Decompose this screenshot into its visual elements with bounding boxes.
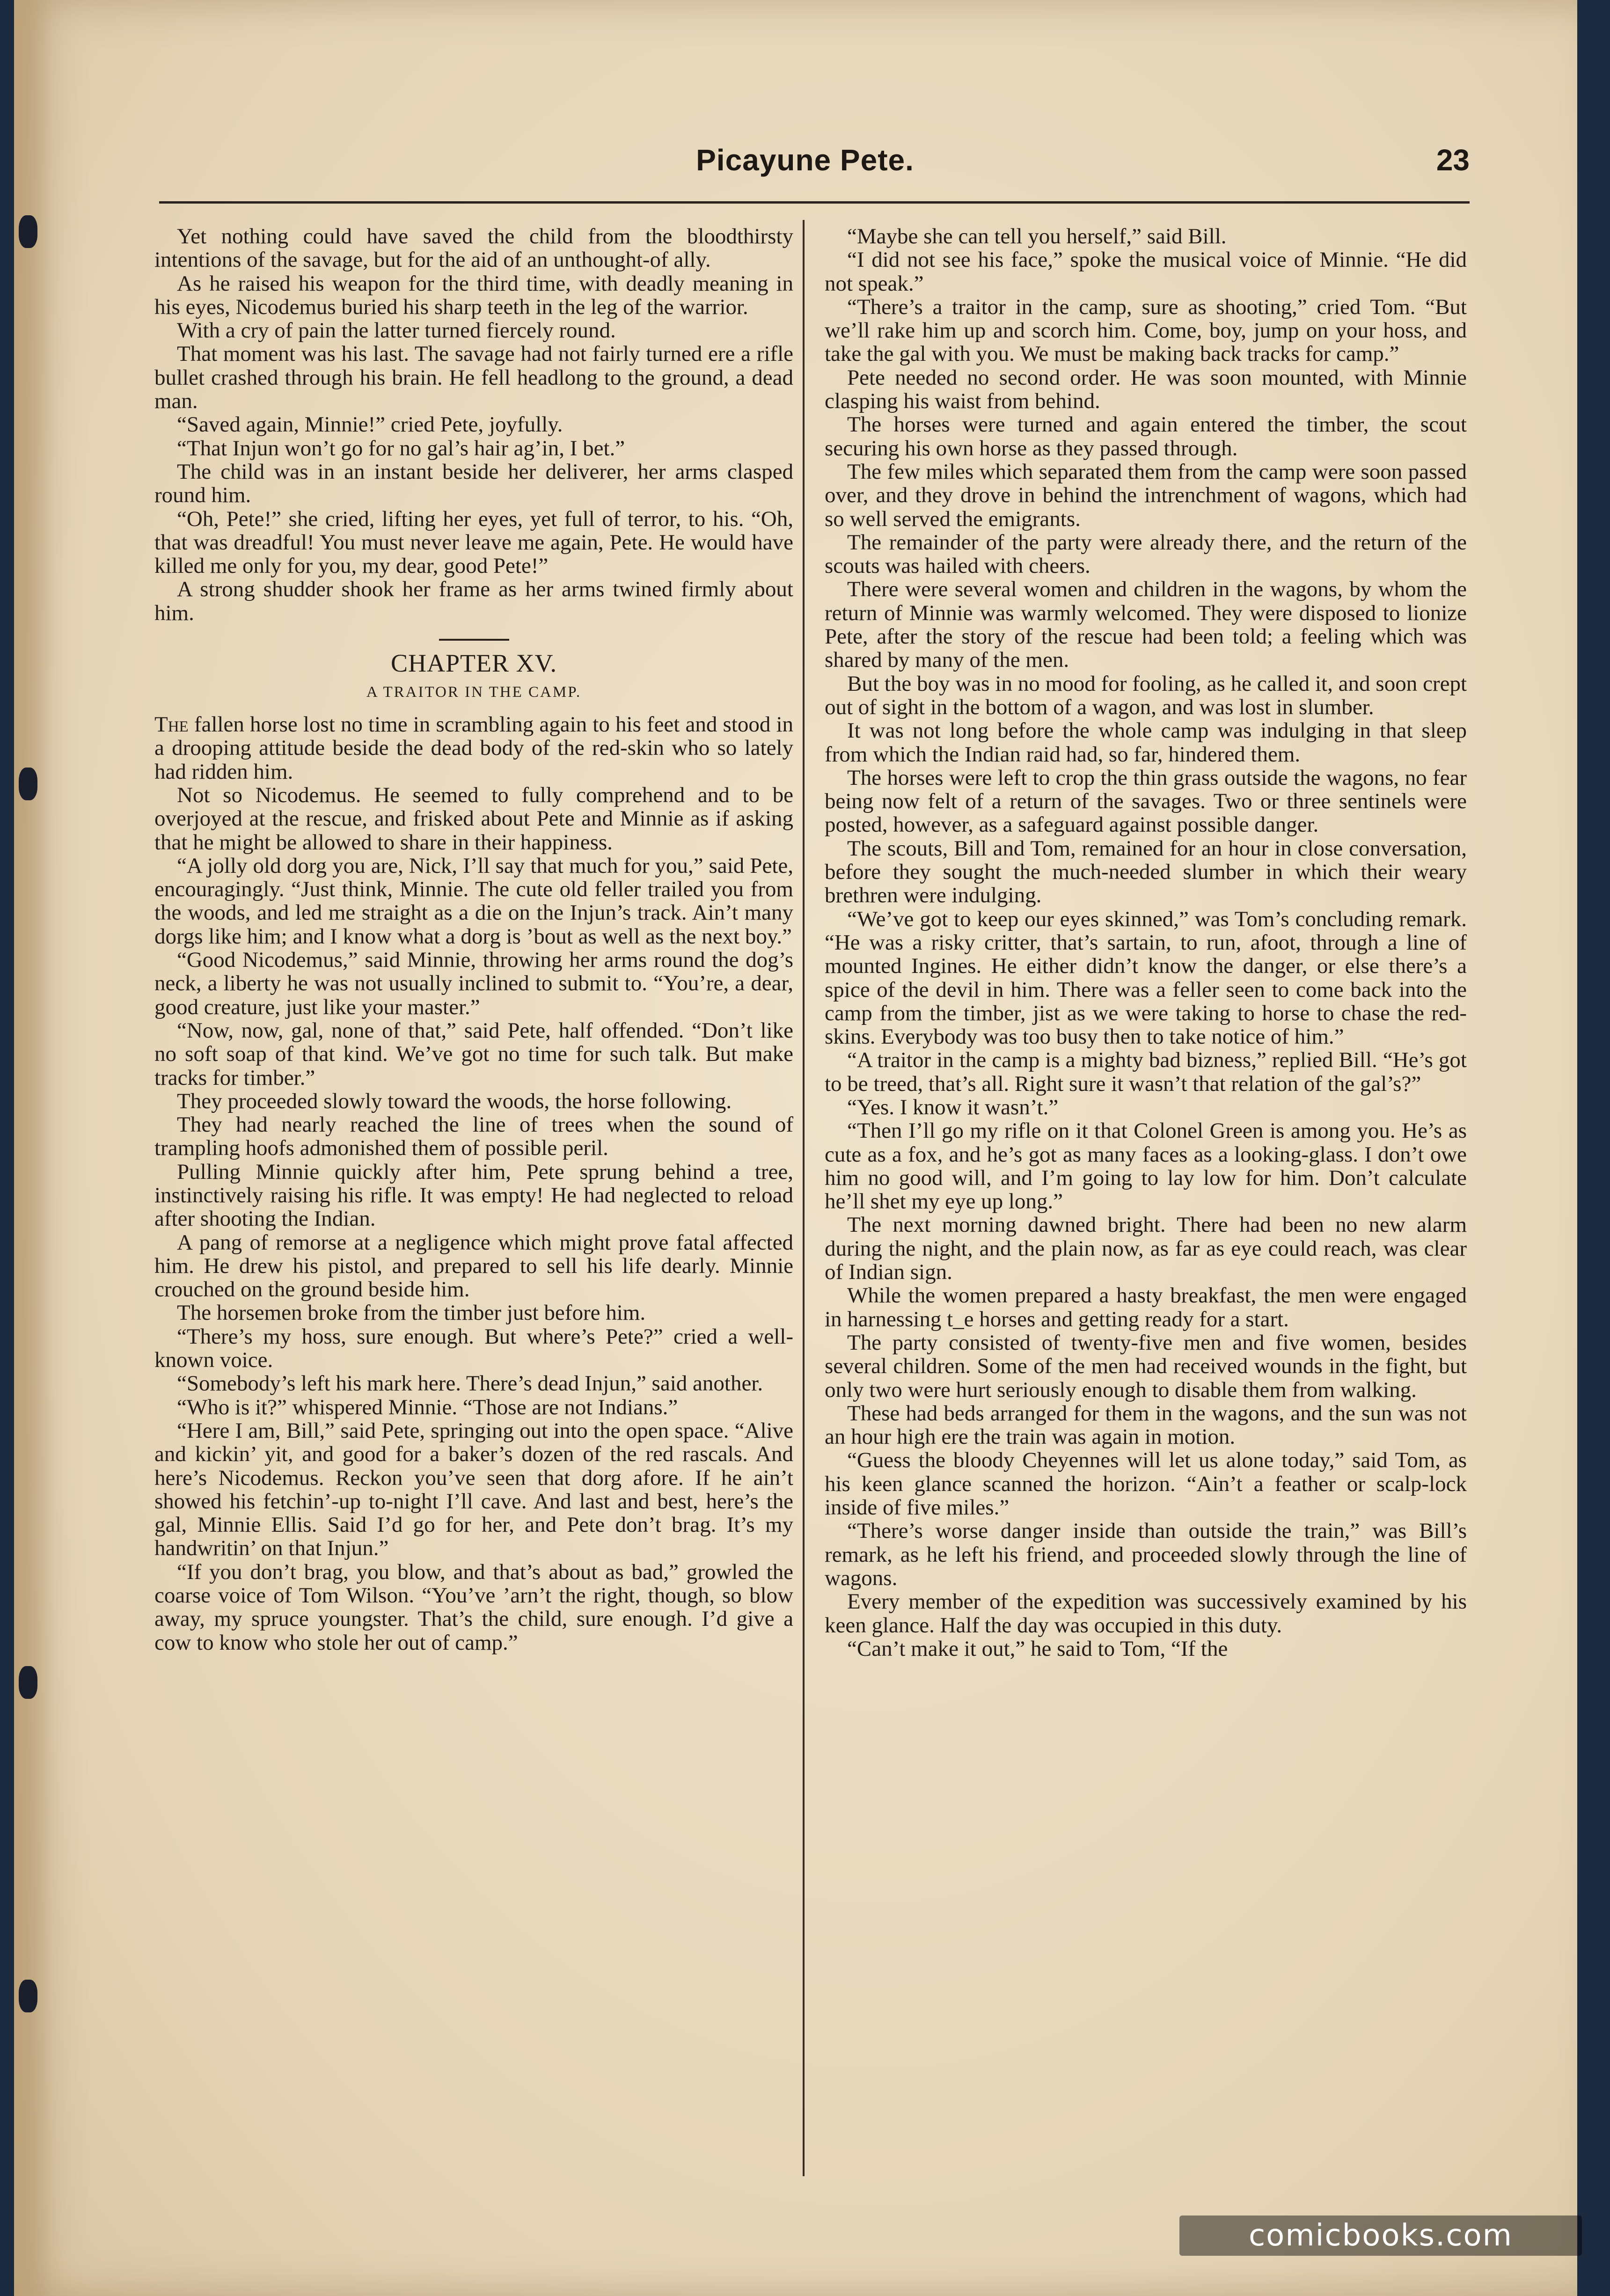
paragraph: “A jolly old dorg you are, Nick, I’ll say that much for you,” said Pete, encouragingly. “Just think, Minnie. The cute old feller trailed you from the woods, and led me straight as a die on the Injun’s track. Ain’t many dorgs like him; and I know what a dorg is ’bout as well as the next boy.”: [154, 853, 793, 949]
paragraph: They had nearly reached the line of trees when the sound of trampling hoofs admonished them of possible peril.: [154, 1112, 793, 1161]
binding-stitch: [19, 215, 37, 248]
paragraph: As he raised his weapon for the third time, with deadly meaning in his eyes, Nicodemus buried his sharp teeth in the leg of the warrior.: [154, 271, 793, 319]
left-column: [154, 225, 793, 2181]
paragraph: The few miles which separated them from the camp were soon passed over, and they drove in behind the intrenchment of wagons, which had so well served the emigrants.: [825, 459, 1467, 531]
page-number: 23: [1436, 143, 1470, 177]
page-header: [140, 140, 1470, 187]
paragraph: “Then I’ll go my rifle on it that Colonel Green is among you. He’s as cute as a fox, and he’s got as many faces as a looking-glass. I don’t owe him no good will, and I’m going to lay low for him. Don’t calculate he’ll shet my eye up long.”: [825, 1119, 1467, 1214]
paragraph: Every member of the expedition was successively examined by his keen glance. Half the day was occupied in this duty.: [825, 1589, 1467, 1638]
binding-gutter: [14, 0, 51, 2296]
paragraph: “There’s worse danger inside than outside the train,” was Bill’s remark, as he left his friend, and proceeded slowly through the line of wagons.: [825, 1519, 1467, 1590]
paragraph: The remainder of the party were already there, and the return of the scouts was hailed with cheers.: [825, 530, 1467, 578]
paragraph: A pang of remorse at a negligence which might prove fatal affected him. He drew his pistol, and prepared to sell his life dearly. Minnie crouched on the ground beside him.: [154, 1230, 793, 1302]
paragraph: It was not long before the whole camp was indulging in that sleep from which the Indian raid had, so far, hindered them.: [825, 718, 1467, 767]
header-rule: [159, 201, 1470, 204]
pre-chapter-text: [154, 225, 793, 625]
paragraph: “Somebody’s left his mark here. There’s dead Injun,” said another.: [177, 1371, 763, 1396]
chapter-text: [154, 783, 793, 1654]
paragraph: “A traitor in the camp is a mighty bad bizness,” replied Bill. “He’s got to be treed, that’s all. Right sure it wasn’t that relation of the gal’s?”: [825, 1048, 1467, 1096]
chapter-opening-paragraph: [154, 713, 793, 783]
chapter-heading: CHAPTER XV.: [390, 649, 557, 678]
chapter-first-word: The: [154, 712, 189, 737]
chapter-subtitle: A TRAITOR IN THE CAMP.: [366, 684, 582, 701]
paragraph: “Can’t make it out,” he said to Tom, “If the: [847, 1636, 1228, 1661]
paragraph: “Saved again, Minnie!” cried Pete, joyfully.: [177, 412, 563, 437]
paragraph: The child was in an instant beside her deliverer, her arms clasped round him.: [154, 459, 793, 508]
paragraph: A strong shudder shook her frame as her arms twined firmly about him.: [154, 577, 793, 625]
binding-stitch: [19, 1666, 37, 1699]
paragraph: “Yes. I know it wasn’t.”: [847, 1095, 1059, 1119]
paragraph: “Good Nicodemus,” said Minnie, throwing her arms round the dog’s neck, a liberty he was not usually inclined to submit to. “You’re, a dear, good creature, just like your master.”: [154, 948, 793, 1019]
paragraph: “I did not see his face,” spoke the musical voice of Minnie. “He did not speak.”: [825, 248, 1467, 296]
chapter-opening-text: fallen horse lost no time in scrambling again to his feet and stood in a drooping attitude beside the dead body of the red-skin who so lately had ridden him.: [154, 712, 793, 784]
paragraph: With a cry of pain the latter turned fiercely round.: [177, 318, 616, 343]
paragraph: Yet nothing could have saved the child from the bloodthirsty intentions of the savage, but for the aid of an unthought-of ally.: [154, 225, 793, 272]
paragraph: “Guess the bloody Cheyennes will let us alone today,” said Tom, as his keen glance scanned the horizon. “Ain’t a feather or scalp-lock inside of five miles.”: [825, 1448, 1467, 1520]
paragraph: That moment was his last. The savage had not fairly turned ere a rifle bullet crashed through his brain. He fell headlong to the ground, a dead man.: [154, 342, 793, 414]
paragraph: “Maybe she can tell you herself,” said Bill.: [847, 225, 1227, 249]
paragraph: The horses were left to crop the thin grass outside the wagons, no fear being now felt of a return of the savages. Two or three sentinels were posted, however, as a safeguard against possible danger.: [825, 765, 1467, 837]
paragraph: Pulling Minnie quickly after him, Pete sprung behind a tree, instinctively raising his rifle. It was empty! He had neglected to reload after shooting the Indian.: [154, 1159, 793, 1231]
paragraph: The horses were turned and again entered the timber, the scout securing his own horse as they passed through.: [825, 412, 1467, 461]
paragraph: The scouts, Bill and Tom, remained for an hour in close conversation, before they sought the much-needed slumber in which their weary brethren were indulging.: [825, 836, 1467, 908]
paragraph: They proceeded slowly toward the woods, the horse following.: [177, 1089, 732, 1113]
paragraph: “That Injun won’t go for no gal’s hair ag’in, I bet.”: [177, 436, 625, 461]
site-watermark: comicbooks.com: [1179, 2216, 1582, 2256]
paragraph: “There’s my hoss, sure enough. But where’s Pete?” cried a well-known voice.: [154, 1324, 793, 1373]
paragraph: These had beds arranged for them in the wagons, and the sun was not an hour high ere the train was again in motion.: [825, 1401, 1467, 1449]
right-column: [825, 225, 1467, 2181]
paragraph: There were several women and children in the wagons, by whom the return of Minnie was warmly welcomed. They were disposed to lionize Pete, after the story of the rescue had been told; a feeling which was shared by many of the men.: [825, 577, 1467, 673]
paragraph: But the boy was in no mood for fooling, as he called it, and soon crept out of sight in the bottom of a wagon, and was lost in slumber.: [825, 671, 1467, 719]
paragraph: “There’s a traitor in the camp, sure as shooting,” cried Tom. “But we’ll rake him up and scorch him. Come, boy, jump on your hoss, and take the gal with you. We must be making back tracks for camp.”: [825, 294, 1467, 366]
paragraph: Pete needed no second order. He was soon mounted, with Minnie clasping his waist from behind.: [825, 365, 1467, 414]
paragraph: “Who is it?” whispered Minnie. “Those are not Indians.”: [177, 1395, 678, 1419]
paragraph: While the women prepared a hasty breakfast, the men were engaged in harnessing t_e horses and getting ready for a start.: [825, 1283, 1467, 1331]
paragraph: “Here I am, Bill,” said Pete, springing out into the open space. “Alive and kickin’ yit, and good for a baker’s dozen of the red rascals. And here’s Nicodemus. Reckon you’ve seen that dorg afore. If he ain’t showed his fetchin’-up to-night I’ll cave. And last and best, here’s the gal, Minnie Ellis. Said I’d go for her, and Pete don’t brag. It’s my handwritin’ on that Injun.”: [154, 1418, 793, 1561]
paragraph: Not so Nicodemus. He seemed to fully comprehend and to be overjoyed at the rescue, and frisked about Pete and Minnie as if asking that he might be allowed to share in their happiness.: [154, 782, 793, 855]
binding-stitch: [19, 1980, 37, 2012]
binding-stitch: [19, 768, 37, 800]
paragraph: “We’ve got to keep our eyes skinned,” was Tom’s concluding remark. “He was a risky critter, that’s sartain, to run, afoot, through a line of mounted Ingines. He either didn’t know the danger, or else there’s a spice of the devil in him. There was a feller seen to come back into the camp from the timber, jist as we were taking to horse to chase the red-skins. Everybody was too busy then to take notice of him.”: [825, 907, 1467, 1049]
column-divider: [803, 220, 805, 2176]
paragraph: The horsemen broke from the timber just before him.: [177, 1301, 646, 1325]
paragraph: The next morning dawned bright. There had been no new alarm during the night, and the plain now, as far as eye could reach, was clear of Indian sign.: [825, 1213, 1467, 1285]
paragraph: “Oh, Pete!” she cried, lifting her eyes, yet full of terror, to his. “Oh, that was dreadful! You must never leave me again, Pete. He would have killed me only for you, my dear, good Pete!”: [154, 506, 793, 578]
paragraph: “If you don’t brag, you blow, and that’s about as bad,” growled the coarse voice of Tom Wilson. “You’ve ’arn’t the right, though, so blow away, my spruce youngster. That’s the child, sure enough. I’d give a cow to know who stole her out of camp.”: [154, 1559, 793, 1655]
paragraph: “Now, now, gal, none of that,” said Pete, half offended. “Don’t like no soft soap of that kind. We’ve got no time for such talk. But make tracks for timber.”: [154, 1018, 793, 1090]
chapter-separator: [439, 639, 509, 641]
paragraph: The party consisted of twenty-five men and five women, besides several children. Some of the men had received wounds in the fight, but only two were hurt seriously enough to disable them from walking.: [825, 1330, 1467, 1402]
running-title: Picayune Pete.: [696, 143, 914, 177]
